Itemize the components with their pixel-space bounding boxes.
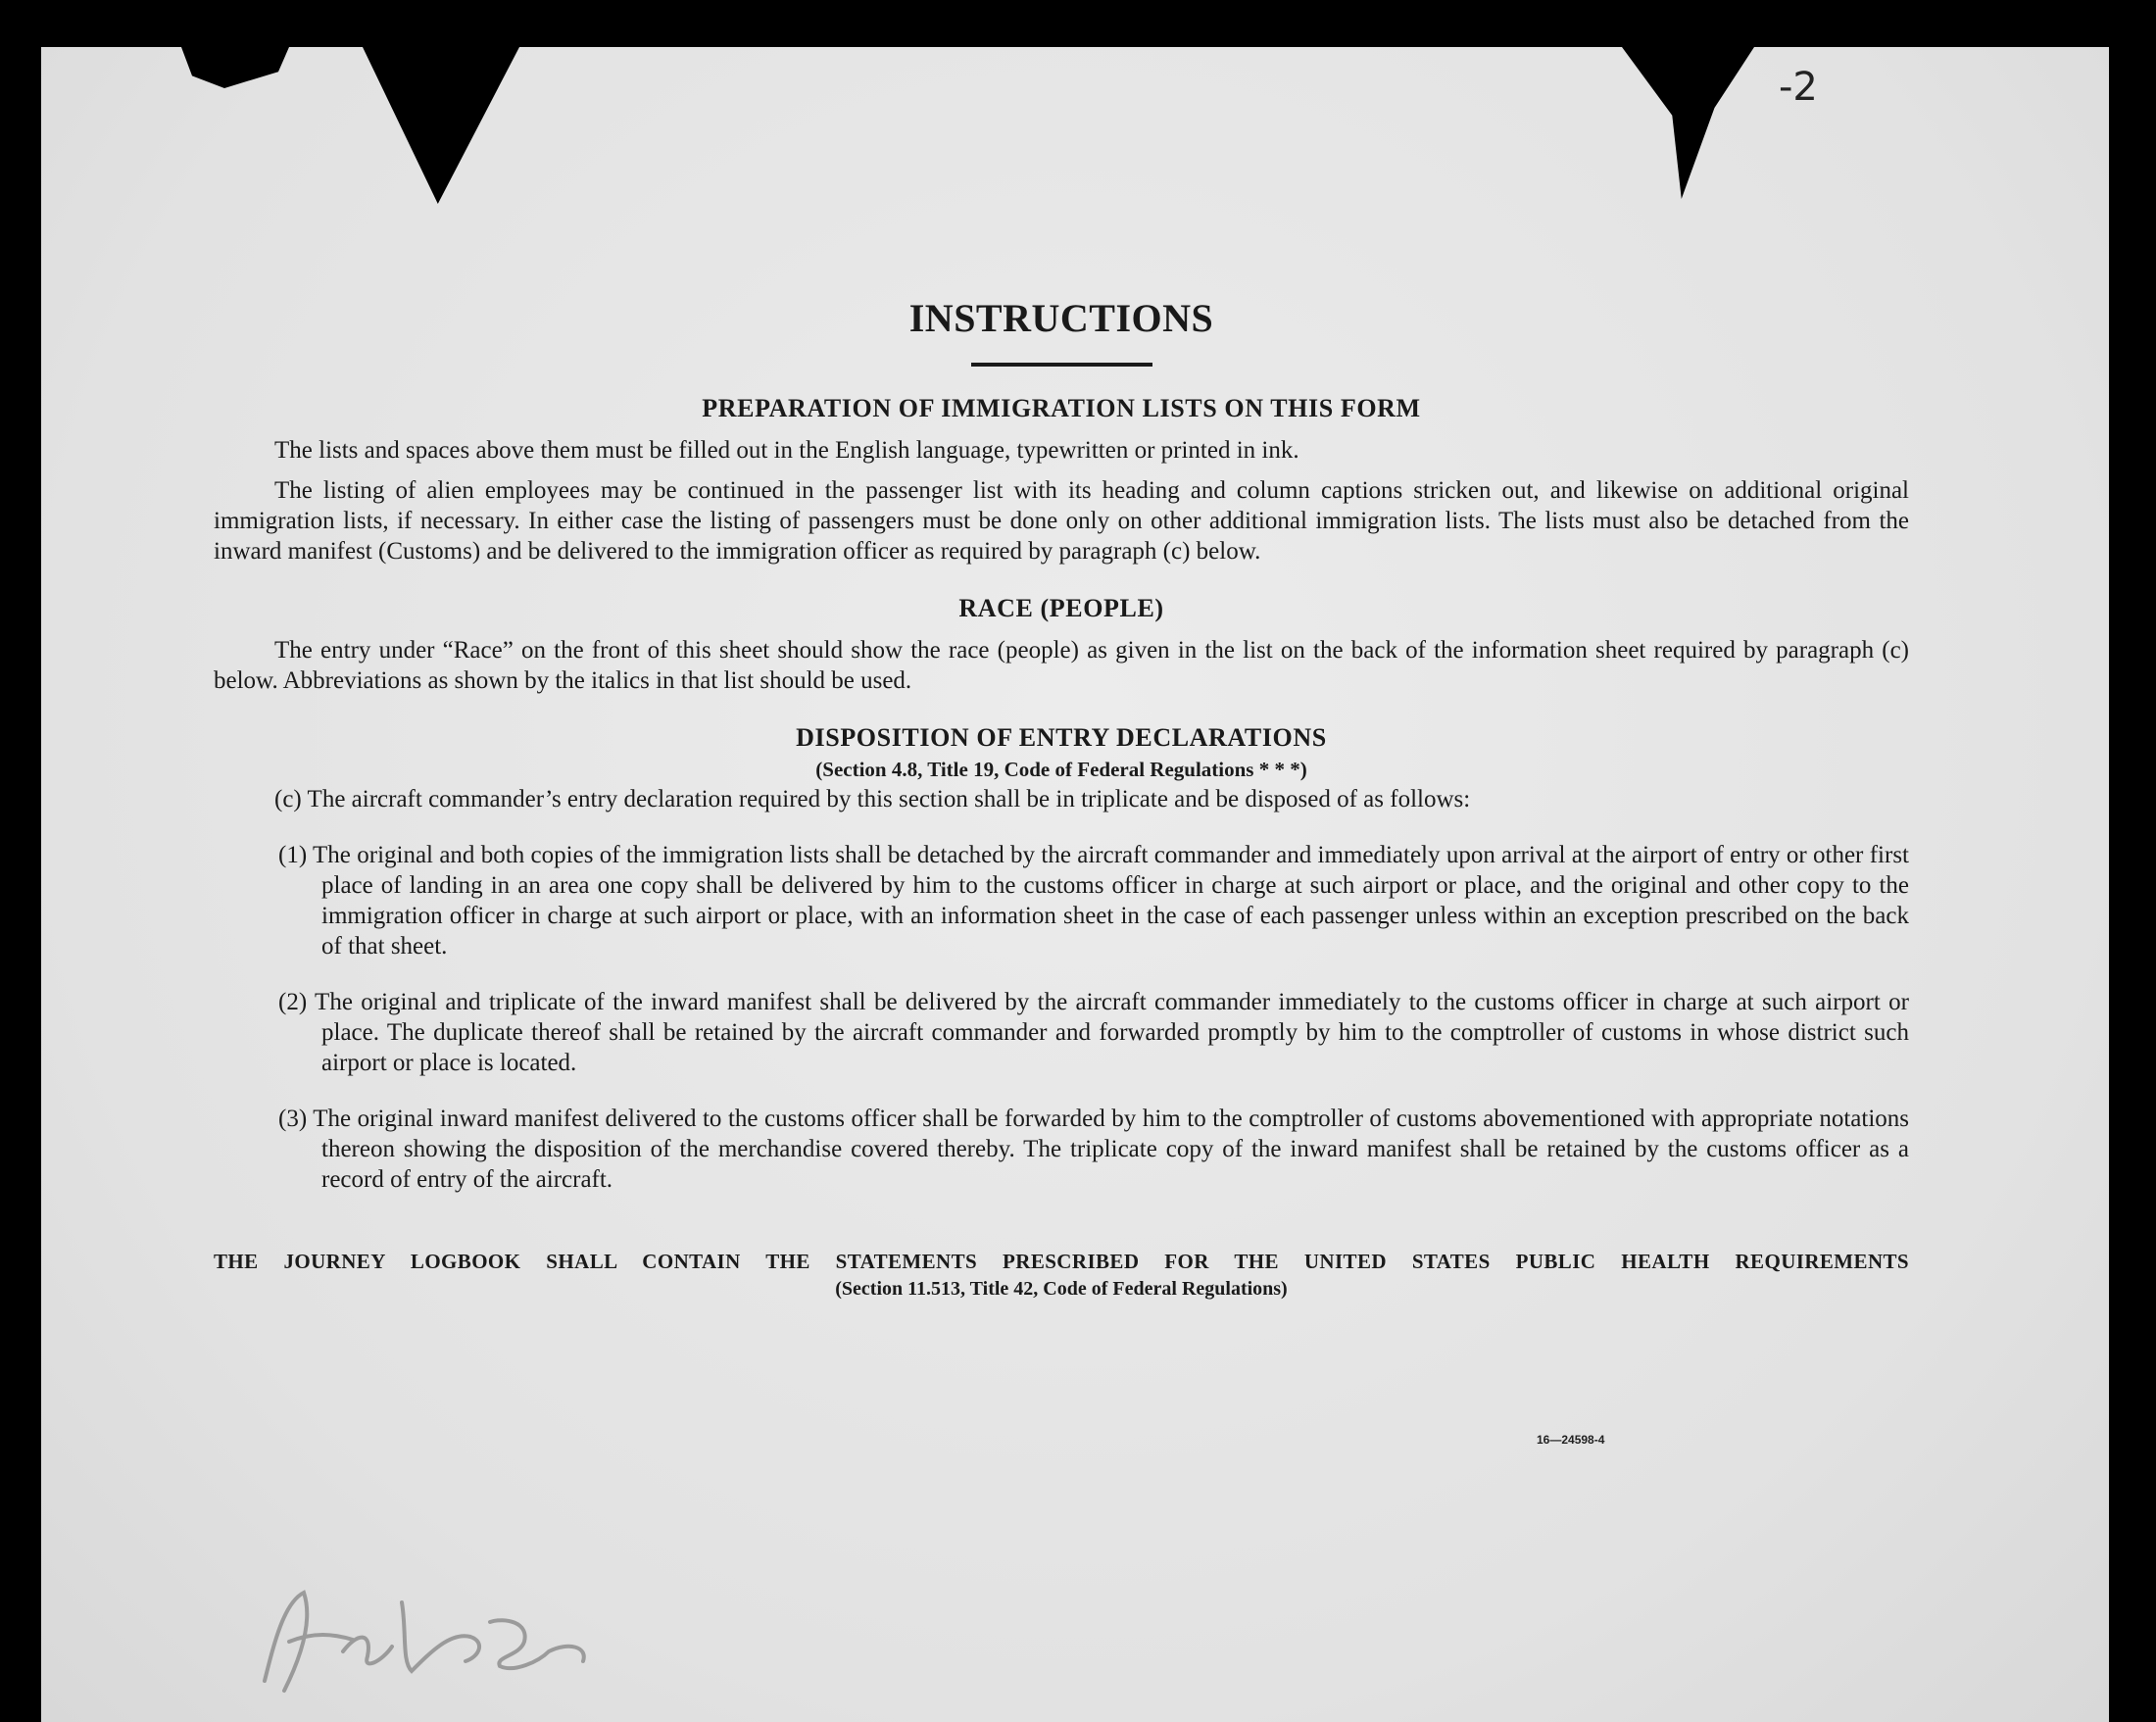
footer-citation: (Section 11.513, Title 42, Code of Federal Regulations) [835, 1278, 1288, 1300]
heading-preparation: PREPARATION OF IMMIGRATION LISTS ON THIS FORM [702, 394, 1421, 422]
list-item-disposition-2: (2) The original and triplicate of the inward manifest shall be delivered by the aircraft commander immediately to the customs officer in charge at such airport or place. The duplicate thereof shall be retained by the aircraft commander and forwarded promptly by him to the comptroller of customs in whose district such airport or place is located. [278, 989, 1909, 1076]
title-underline [971, 363, 1152, 367]
heading-race: RACE (PEOPLE) [958, 594, 1164, 622]
subheading-disposition: (Section 4.8, Title 19, Code of Federal Regulations * * *) [815, 758, 1307, 781]
corner-mark: -2 [1779, 65, 1818, 110]
paragraph-preparation-2: The listing of alien employees may be continued in the passenger list with its heading and column captions stricken out, and likewise on additional original immigration lists, if necessary. In either case the listing of passengers must be done only on other additional immigration lists. The lists must also be detached from the inward manifest (Customs) and be delivered to the immigration officer as required by paragraph (c) below. [214, 477, 1909, 565]
paragraph-preparation-1: The lists and spaces above them must be filled out in the English language, typewritten or printed in ink. [274, 437, 1299, 464]
list-item-disposition-3: (3) The original inward manifest delivered to the customs officer shall be forwarded by him to the comptroller of customs abovementioned with appropriate notations thereon showing the disposition of the merchandise covered thereby. The triplicate copy of the inward manifest shall be retained by the customs officer as a record of entry of the aircraft. [278, 1106, 1909, 1193]
heading-disposition: DISPOSITION OF ENTRY DECLARATIONS [796, 723, 1327, 752]
form-number: 16—24598-4 [1537, 1433, 1605, 1447]
list-item-disposition-1: (1) The original and both copies of the immigration lists shall be detached by the aircraft commander and immediately upon arrival at the airport of entry or other first place of landing in an area one copy shall be delivered by him to the customs officer in charge at such airport or place, and the original and other copy to the immigration officer in charge at such airport or place, with an information sheet in the case of each passenger unless within an exception prescribed on the back of that sheet. [278, 842, 1909, 959]
page-title: INSTRUCTIONS [908, 296, 1214, 340]
paragraph-disposition-intro: (c) The aircraft commander’s entry declaration required by this section shall be in triplicate and be disposed of as follows: [274, 786, 1471, 812]
handwritten-signature [245, 1563, 637, 1700]
footer-health-requirements: THE JOURNEY LOGBOOK SHALL CONTAIN THE STATEMENTS PRESCRIBED FOR THE UNITED STATES PUBLIC HEALTH REQUIREMENTS [214, 1250, 1909, 1273]
instructions-content [214, 284, 1909, 1303]
paragraph-race-1: The entry under “Race” on the front of this sheet should show the race (people) as given in the list on the back of the information sheet required by paragraph (c) below. Abbreviations as shown by the italics in that list should be used. [214, 637, 1909, 694]
